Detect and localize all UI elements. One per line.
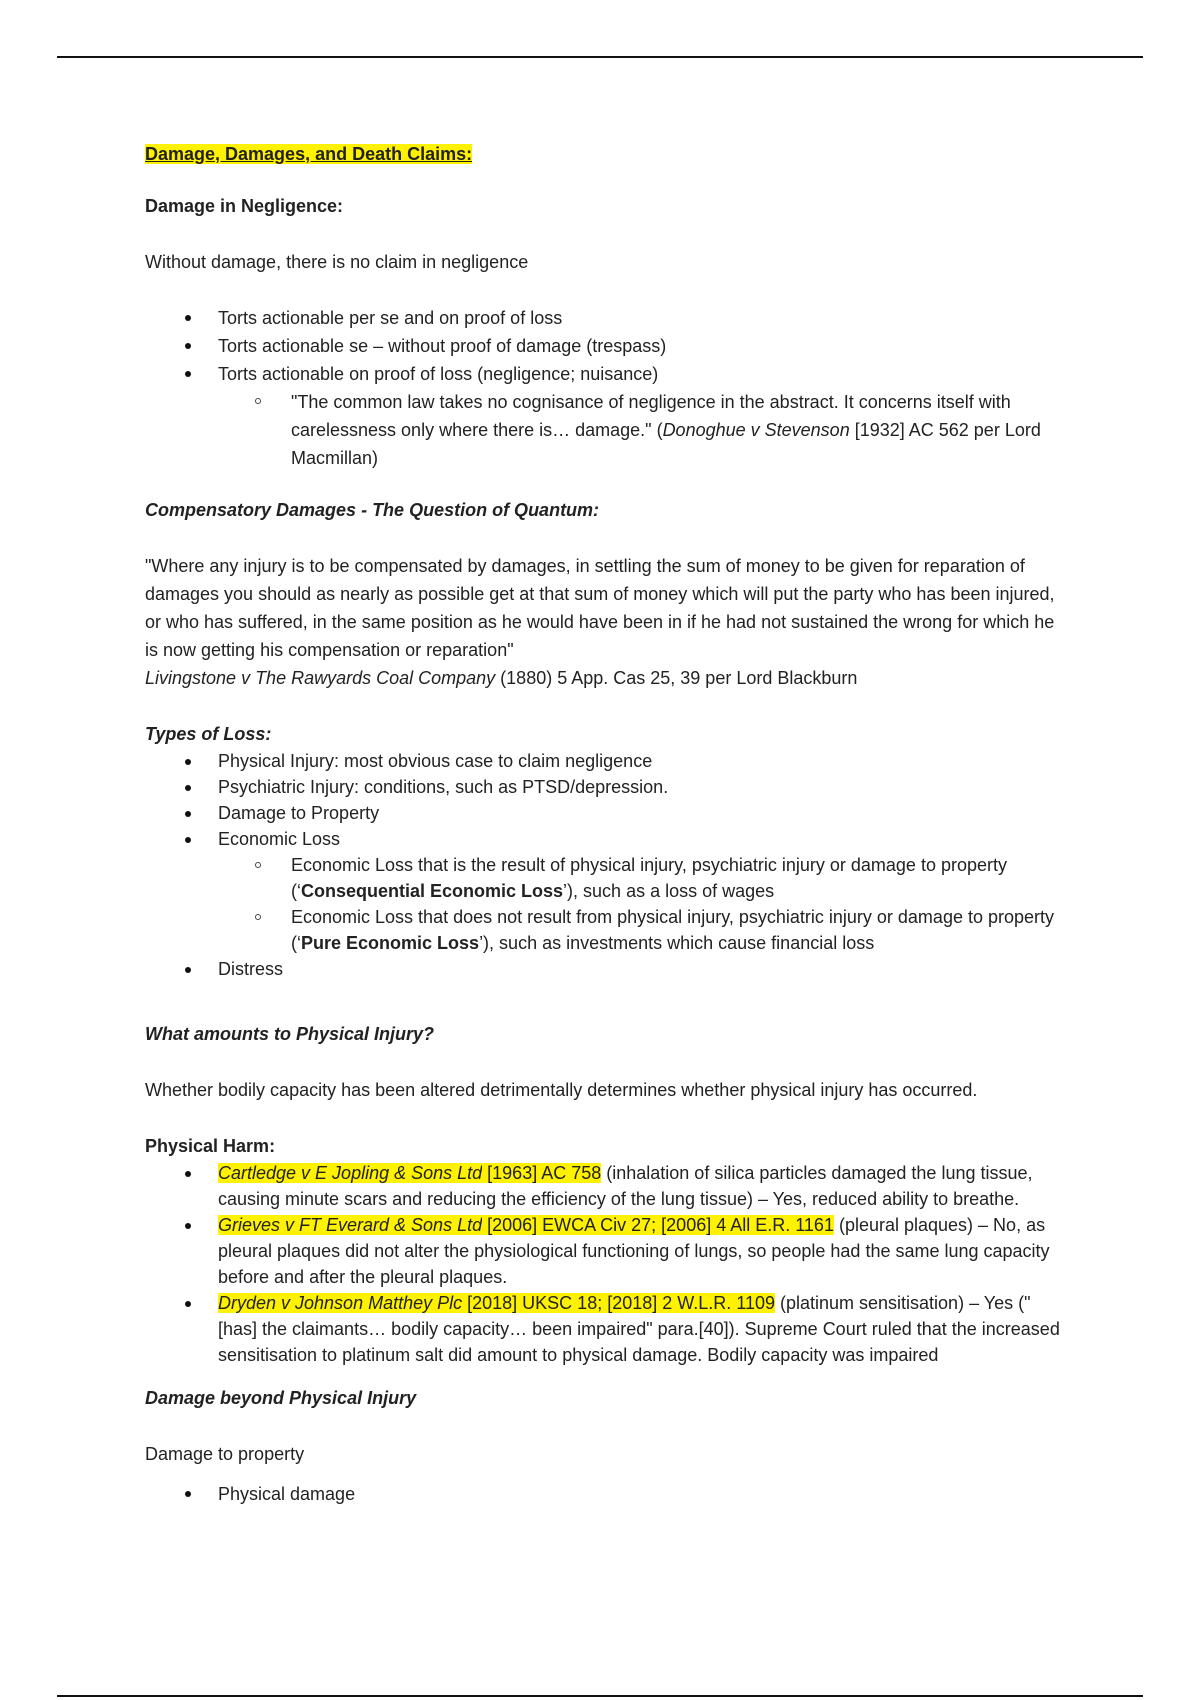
title-text: Damage, Damages, and Death Claims: (145, 144, 473, 164)
list-item: Distress (145, 956, 1065, 982)
case-citation: [1932] AC 562 per Lord Macmillan) (291, 420, 1041, 468)
section-heading-physical-injury: What amounts to Physical Injury? (145, 1024, 435, 1044)
physical-injury-text: Whether bodily capacity has been altered detrimentally determines whether physical injury has occurred. (145, 1080, 978, 1100)
subitem-text: ’), such as a loss of wages (563, 881, 775, 901)
list-item: Torts actionable per se and on proof of loss (145, 304, 1065, 332)
subitem-text: ’), such as investments which cause financial loss (479, 933, 875, 953)
subitem-text: Economic Loss that does not result from physical injury, psychiatric injury or damage to property (‘ (291, 907, 1055, 953)
subitem-text: Economic Loss that is the result of physical injury, psychiatric injury or damage to property (‘ (291, 855, 1007, 901)
list-item: Physical damage (145, 1480, 1065, 1508)
term-pure-economic-loss: Pure Economic Loss (301, 933, 480, 953)
case-name: Dryden v Johnson Matthey Plc (218, 1293, 463, 1313)
section-heading-damage-beyond-physical-injury: Damage beyond Physical Injury (145, 1388, 417, 1408)
case-summary: (platinum sensitisation) – Yes ("[has] the claimants… bodily capacity… been impaired" para.[40]). Supreme Court ruled that the increased sensitisation to platinum salt did amount to physical damage. Bodily capacity was impaired (218, 1293, 1060, 1365)
header-rule (57, 56, 1143, 58)
term-consequential-economic-loss: Consequential Economic Loss (301, 881, 564, 901)
quote-text: "The common law takes no cognisance of negligence in the abstract. It concerns itself with carelessness only where there is… damage." ( (291, 392, 1011, 440)
livingstone-citation (145, 664, 1065, 692)
case-item-cartledge (145, 1160, 1065, 1212)
negligence-intro: Without damage, there is no claim in negligence (145, 252, 529, 272)
section-heading-compensatory-damages: Compensatory Damages - The Question of Quantum: (145, 500, 600, 520)
document-title (145, 140, 1065, 168)
negligence-bullet-list (145, 304, 1065, 472)
list-item: Damage to Property (145, 800, 1065, 826)
physical-harm-cases-list (145, 1160, 1065, 1368)
case-name: Donoghue v Stevenson (662, 420, 850, 440)
case-summary: (inhalation of silica particles damaged the lung tissue, causing minute scars and reducing the efficiency of the lung tissue) – Yes, reduced ability to breathe. (218, 1163, 1033, 1209)
case-summary: (pleural plaques) – No, as pleural plaques did not alter the physiological functioning of lungs, so people had the same lung capacity before and after the pleural plaques. (218, 1215, 1050, 1287)
types-of-loss-list (145, 748, 1065, 982)
case-citation: [1963] AC 758 (482, 1163, 602, 1183)
list-subitem-consequential-economic-loss (145, 852, 1065, 904)
case-name: Cartledge v E Jopling & Sons Ltd (218, 1163, 483, 1183)
section-heading-types-of-loss: Types of Loss: (145, 724, 272, 744)
case-citation: [2018] UKSC 18; [2018] 2 W.L.R. 1109 (462, 1293, 775, 1313)
list-item: Psychiatric Injury: conditions, such as PTSD/depression. (145, 774, 1065, 800)
case-name: Grieves v FT Everard & Sons Ltd (218, 1215, 483, 1235)
property-damage-list (145, 1480, 1065, 1508)
damage-to-property-subheading: Damage to property (145, 1444, 305, 1464)
blackburn-quote: "Where any injury is to be compensated by damages, in settling the sum of money to be given for reparation of damages you should as nearly as possible get at that sum of money which will put the party who has been injured, or who has suffered, in the same position as he would have been in if he had not sustained the wrong for which he is now getting his compensation or reparation" (145, 556, 1055, 660)
section-heading-physical-harm: Physical Harm: (145, 1136, 276, 1156)
list-item: Torts actionable on proof of loss (negligence; nuisance) (145, 360, 1065, 388)
list-item: Torts actionable se – without proof of damage (trespass) (145, 332, 1065, 360)
list-subitem-donoghue-quote (145, 388, 1065, 472)
case-item-grieves (145, 1212, 1065, 1290)
footer-rule (57, 1695, 1143, 1697)
case-item-dryden (145, 1290, 1065, 1368)
list-item: Physical Injury: most obvious case to claim negligence (145, 748, 1065, 774)
list-item: Economic Loss (145, 826, 1065, 852)
list-subitem-pure-economic-loss (145, 904, 1065, 956)
case-citation: [2006] EWCA Civ 27; [2006] 4 All E.R. 1161 (482, 1215, 834, 1235)
case-citation: (1880) 5 App. Cas 25, 39 per Lord Blackburn (495, 668, 858, 688)
case-name: Livingstone v The Rawyards Coal Company (145, 668, 496, 688)
section-heading-damage-in-negligence: Damage in Negligence: (145, 196, 344, 216)
document-page (145, 140, 1065, 1508)
